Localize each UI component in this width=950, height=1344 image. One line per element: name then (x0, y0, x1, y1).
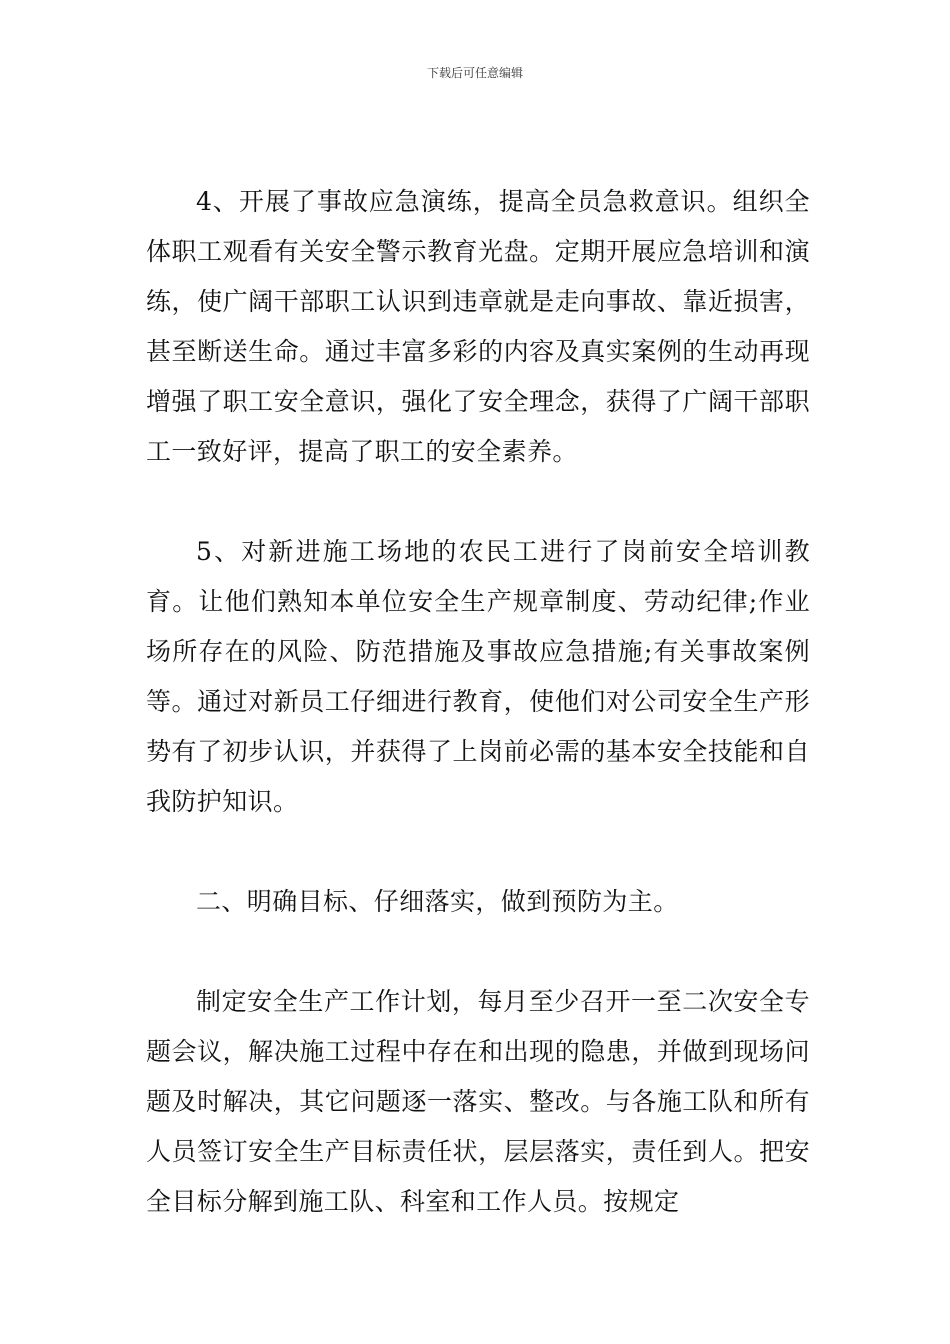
paragraph-drill: 4、开展了事故应急演练，提高全员急救意识。组织全体职工观看有关安全警示教育光盘。定期开展应急培训和演练，使广阔干部职工认识到违章就是走向事故、靠近损害，甚至断送生命。通过丰富多彩的内容及真实案例的生动再现增强了职工安全意识，强化了安全理念，获得了广阔干部职工一致好评，提高了职工的安全素养。 (146, 187, 810, 466)
section-heading: 二、明确目标、仔细落实，做到预防为主。 (196, 887, 679, 916)
page-header: 下载后可任意编辑 (426, 66, 523, 80)
document-body (146, 177, 810, 1227)
paragraph-plan: 制定安全生产工作计划，每月至少召开一至二次安全专题会议，解决施工过程中存在和出现的隐患，并做到现场问题及时解决，其它问题逐一落实、整改。与各施工队和所有人员签订安全生产目标责任状，层层落实，责任到人。把安全目标分解到施工队、科室和工作人员。按规定 (146, 987, 810, 1216)
paragraph-training: 5、对新进施工场地的农民工进行了岗前安全培训教育。让他们熟知本单位安全生产规章制度、劳动纪律;作业场所存在的风险、防范措施及事故应急措施;有关事故案例等。通过对新员工仔细进行教育，使他们对公司安全生产形势有了初步认识，并获得了上岗前必需的基本安全技能和自我防护知识。 (146, 537, 810, 816)
